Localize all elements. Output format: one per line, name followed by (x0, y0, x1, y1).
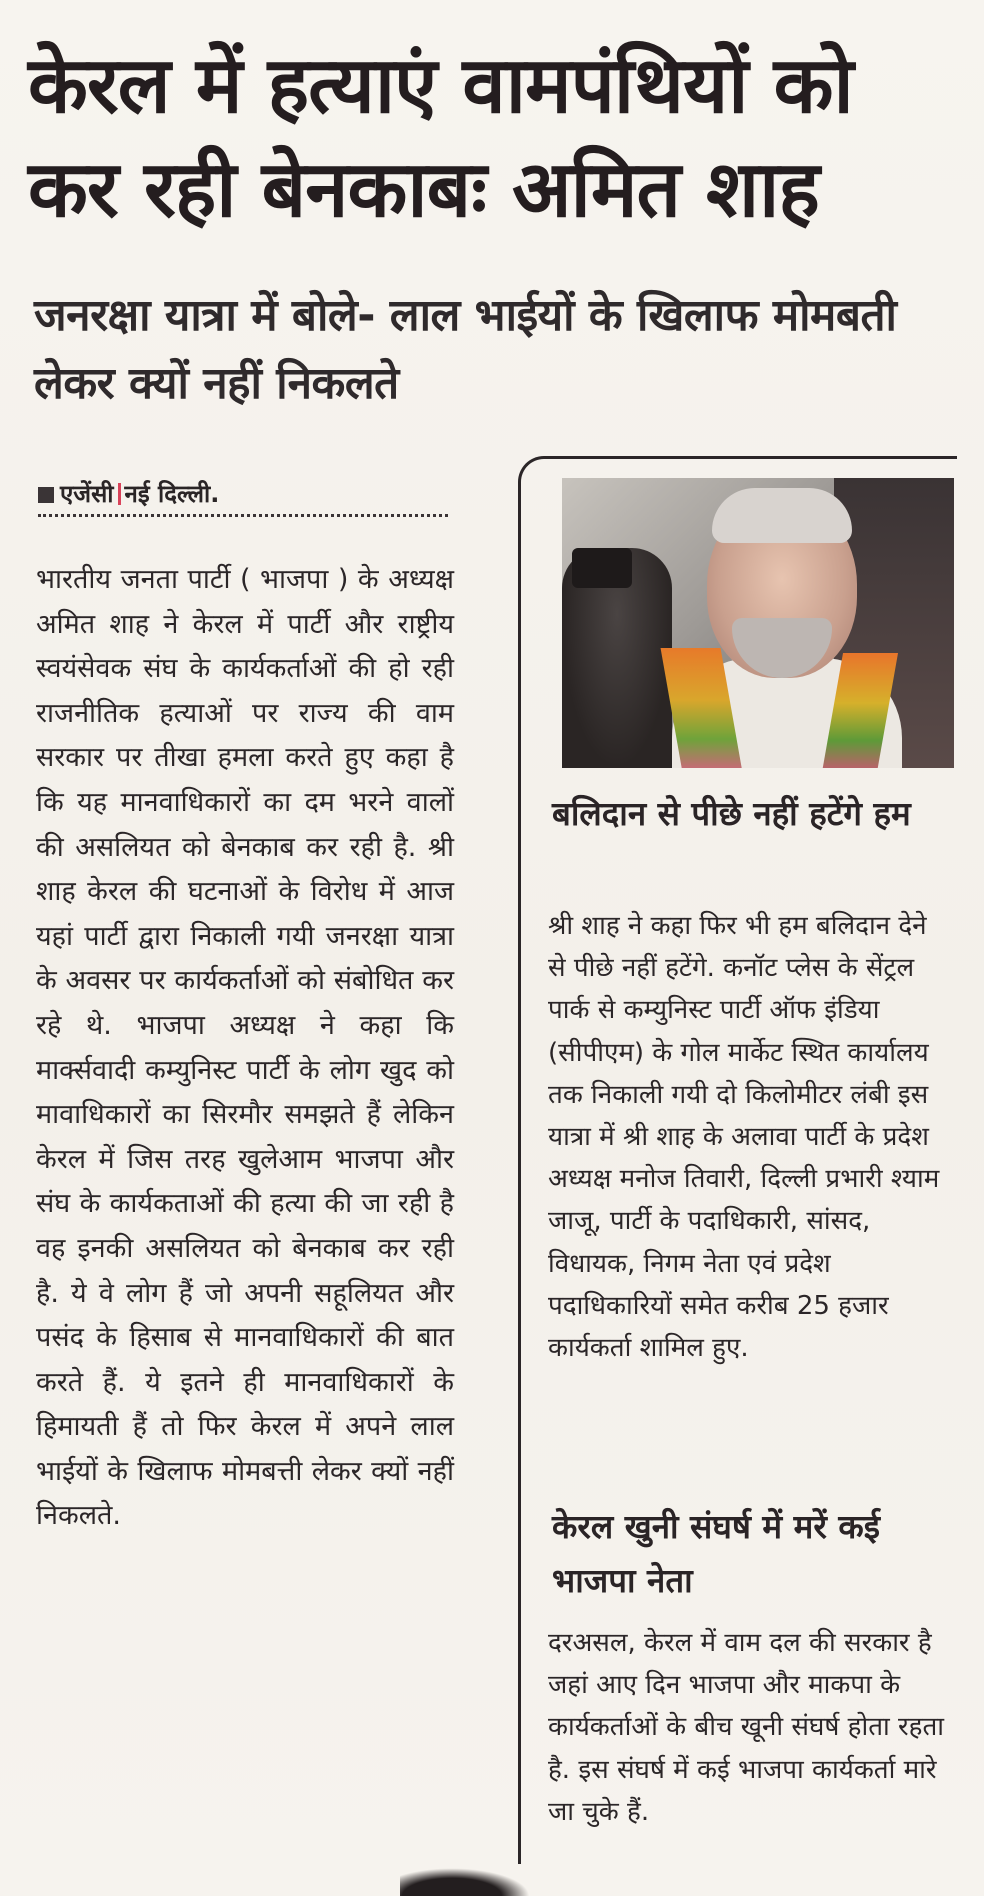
print-smudge (400, 1868, 530, 1896)
camera-icon (572, 548, 632, 588)
article-body: भारतीय जनता पार्टी ( भाजपा ) के अध्यक्ष अमित शाह ने केरल में पार्टी और राष्ट्रीय स्वयंसेवक संघ के कार्यकर्ताओं की हो रही राजनीतिक हत्याओं पर राज्य की वाम सरकार पर तीखा हमला करते हुए कहा है कि यह मानवाधिकारों का दम भरने वालों की असलियत को बेनकाब कर रही है. श्री शाह केरल की घटनाओं के विरोध में आज यहां पार्टी द्वारा निकाली गयी जनरक्षा यात्रा के अवसर पर कार्यकर्ताओं को संबोधित कर रहे थे. भाजपा अध्यक्ष ने कहा कि मार्क्सवादी कम्युनिस्ट पार्टी के लोग खुद को मावाधिकारों का सिरमौर समझते हैं लेकिन केरल में जिस तरह खुलेआम भाजपा और संघ के कार्यकताओं की हत्या की जा रही है वह इनकी असलियत को बेनकाब कर रही है. ये वे लोग हैं जो अपनी सहूलियत और पसंद के हिसाब से मानवाधिकारों की बात करते हैं. ये इतने ही मानवाधिकारों के हिमायती हैं तो फिर केरल में अपने लाल भाईयों के खिलाफ मोमबत्ती लेकर क्यों नहीं निकलते. (36, 564, 454, 1532)
subheadline: जनरक्षा यात्रा में बोले- लाल भाईयों के खिलाफ मोमबती लेकर क्यों नहीं निकलते (34, 290, 897, 409)
sidebar-text-2: दरअसल, केरल में वाम दल की सरकार है जहां आए दिन भाजपा और माकपा के कार्यकर्ताओं के बीच खूनी संघर्ष होता रहता है. इस संघर्ष में कई भाजपा कार्यकर्ता मारे जा चुके हैं. (548, 1628, 945, 1827)
news-photo (562, 478, 954, 768)
headline: केरल में हत्याएं वामपंथियों को कर रही बेनकाबः अमित शाह (28, 41, 853, 235)
dateline-separator (118, 483, 121, 505)
sidebar-text-1: श्री शाह ने कहा फिर भी हम बलिदान देने से पीछे नहीं हटेंगे. कनॉट प्लेस के सेंट्रल पार्क से कम्युनिस्ट पार्टी ऑफ इंडिया (सीपीएम) के गोल मार्केट स्थित कार्यालय तक निकाली गयी दो किलोमीटर लंबी इस यात्रा में श्री शाह के अलावा पार्टी के प्रदेश अध्यक्ष मनोज तिवारी, दिल्ली प्रभारी श्याम जाजू, पार्टी के पदाधिकारी, सांसद, विधायक, निगम नेता एवं प्रदेश पदाधिकारियों समेत करीब 25 हजार कार्यकर्ता शामिल हुए. (548, 911, 940, 1364)
square-bullet-icon (38, 487, 54, 503)
dateline-city: नई दिल्ली. (124, 480, 220, 508)
photo-hair (712, 488, 852, 543)
sidebar-heading-1: बलिदान से पीछे नहीं हटेंगे हम (552, 794, 911, 833)
dateline-agency: एजेंसी (60, 480, 114, 508)
sidebar-heading-2: केरल खुनी संघर्ष में मरें कई भाजपा नेता (552, 1507, 880, 1600)
dateline (38, 474, 448, 517)
